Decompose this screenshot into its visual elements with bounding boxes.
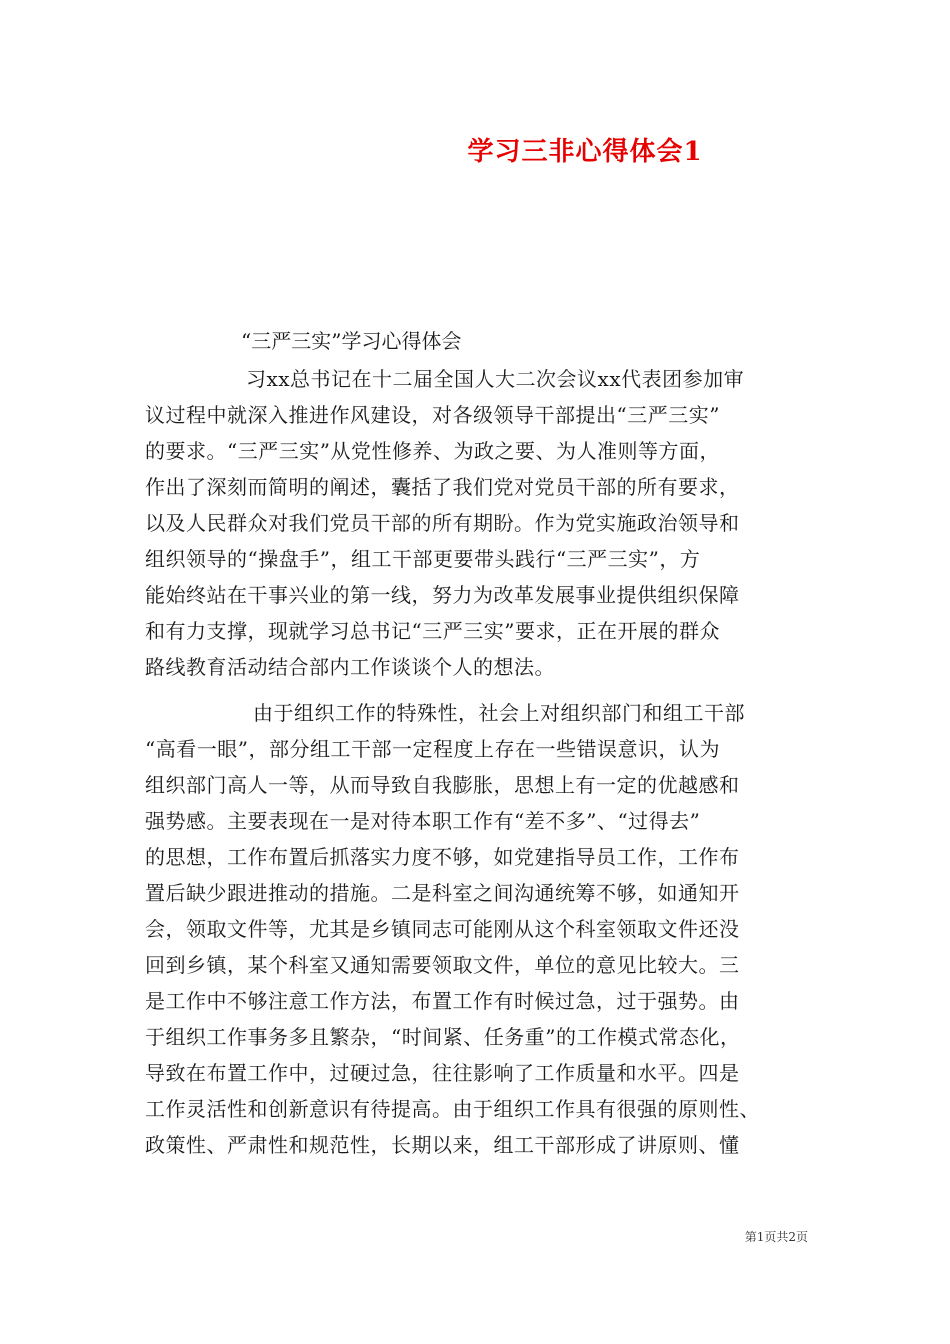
text-line: 组织部门高人一等，从而导致自我膨胀，思想上有一定的优越感和 [145, 773, 740, 797]
text-line: 习xx总书记在十二届全国人大二次会议xx代表团参加审 [246, 367, 745, 391]
text-line: 会，领取文件等，尤其是乡镇同志可能刚从这个科室领取文件还没 [145, 917, 740, 941]
text-line: 于组织工作事务多且繁杂，“时间紧、任务重”的工作模式常态化， [145, 1025, 741, 1049]
text-line: 置后缺少跟进推动的措施。二是科室之间沟通统筹不够，如通知开 [145, 881, 740, 905]
text-line: 能始终站在干事兴业的第一线，努力为改革发展事业提供组织保障 [145, 583, 740, 607]
text-line: 的思想，工作布置后抓落实力度不够，如党建指导员工作，工作布 [145, 845, 740, 869]
document-title: 学习三非心得体会1 [467, 137, 703, 167]
document-subtitle: “三严三实”学习心得体会 [241, 329, 462, 353]
text-line: 工作灵活性和创新意识有待提高。由于组织工作具有很强的原则性、 [145, 1097, 760, 1121]
page-number: 第1页共2页 [744, 1230, 808, 1244]
text-line: 以及人民群众对我们党员干部的所有期盼。作为党实施政治领导和 [145, 511, 740, 535]
text-line: 作出了深刻而简明的阐述，囊括了我们党对党员干部的所有要求， [145, 475, 740, 499]
text-line: 政策性、严肃性和规范性，长期以来，组工干部形成了讲原则、懂 [145, 1133, 740, 1157]
text-line: 回到乡镇，某个科室又通知需要领取文件，单位的意见比较大。三 [145, 953, 740, 977]
text-line: 强势感。主要表现在一是对待本职工作有“差不多”、“过得去” [145, 809, 701, 833]
text-line: 的要求。“三严三实”从党性修养、为政之要、为人准则等方面， [145, 439, 720, 463]
text-line: 和有力支撑，现就学习总书记“三严三实”要求，正在开展的群众 [145, 619, 720, 643]
text-line: “高看一眼”，部分组工干部一定程度上存在一些错误意识，认为 [145, 737, 720, 761]
text-line: 导致在布置工作中，过硬过急，往往影响了工作质量和水平。四是 [145, 1061, 740, 1085]
text-line: 组织领导的“操盘手”，组工干部更要带头践行“三严三实”，方 [145, 547, 701, 571]
text-line: 路线教育活动结合部内工作谈谈个人的想法。 [145, 655, 555, 679]
text-line: 由于组织工作的特殊性，社会上对组织部门和组工干部 [253, 701, 745, 725]
text-line: 是工作中不够注意工作方法，布置工作有时候过急，过于强势。由 [145, 989, 740, 1013]
text-line: 议过程中就深入推进作风建设，对各级领导干部提出“三严三实” [145, 403, 720, 427]
